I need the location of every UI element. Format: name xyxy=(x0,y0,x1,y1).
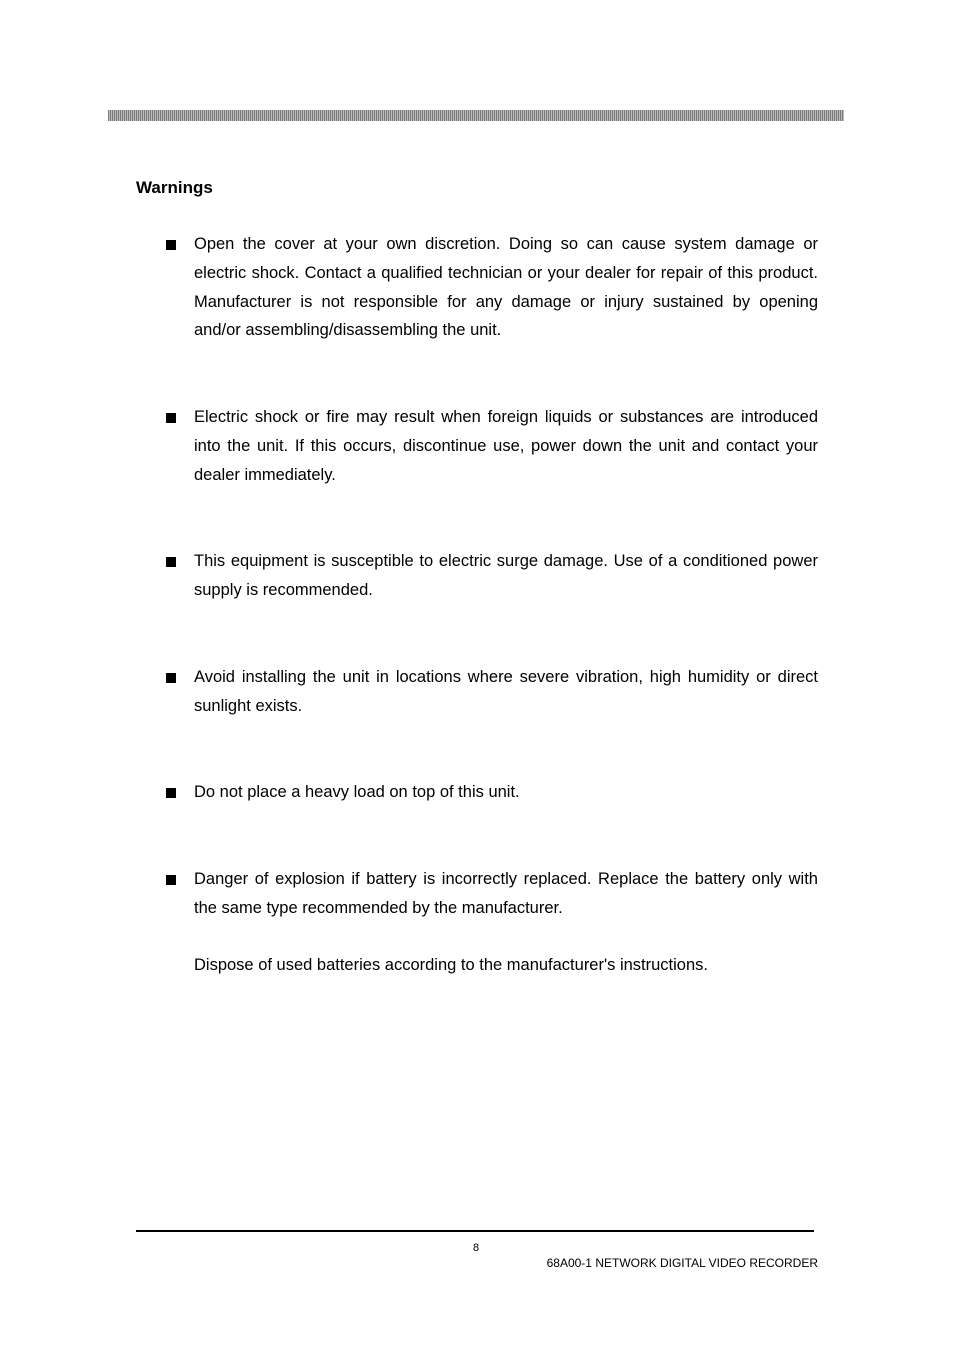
warning-item: Avoid installing the unit in locations where severe vibration, high humidity or direct sunlight exists. xyxy=(194,668,818,715)
document-title: 68A00-1 NETWORK DIGITAL VIDEO RECORDER xyxy=(546,1256,818,1270)
section-title: Warnings xyxy=(136,178,213,197)
header-bar xyxy=(108,110,844,121)
footer-rule xyxy=(136,1230,814,1232)
bullet-icon xyxy=(166,413,176,423)
warning-item: Danger of explosion if battery is incorrectly replaced. Replace the battery only with the same type recommended by the manufacturer. xyxy=(194,870,818,917)
warning-item: This equipment is susceptible to electric surge damage. Use of a conditioned power supply is recommended. xyxy=(194,552,818,599)
warning-item: Open the cover at your own discretion. Doing so can cause system damage or electric shock. Contact a qualified technician or your dealer for repair of this product. Manufacturer is not responsible for any damage or injury sustained by opening and/or assembling/disassembling the unit. xyxy=(194,235,818,340)
warning-item: Electric shock or fire may result when foreign liquids or substances are introduced into the unit. If this occurs, discontinue use, power down the unit and contact your dealer immediately. xyxy=(194,408,818,484)
bullet-icon xyxy=(166,240,176,250)
bullet-icon xyxy=(166,788,176,798)
bullet-icon xyxy=(166,875,176,885)
warning-note: Dispose of used batteries according to the manufacturer's instructions. xyxy=(194,956,708,974)
warning-item: Do not place a heavy load on top of this unit. xyxy=(194,783,520,801)
bullet-icon xyxy=(166,673,176,683)
page-number: 8 xyxy=(473,1242,480,1254)
bullet-icon xyxy=(166,557,176,567)
